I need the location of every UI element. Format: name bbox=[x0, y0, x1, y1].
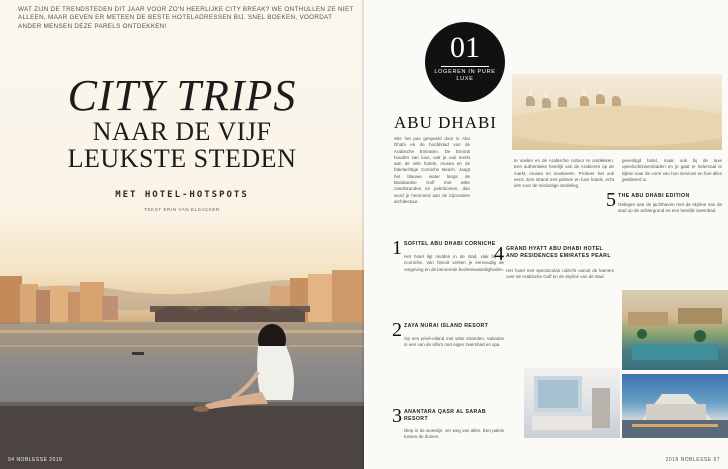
section-text: Het hotel ligt midden in de stad, vlak bij de Corniche. Van hieruit verken je eenvoudig de omgeving en de beroemde bezienswaardigheden. bbox=[404, 254, 504, 272]
desert-camels-photo bbox=[512, 74, 722, 150]
boat bbox=[132, 352, 144, 355]
body-column-2: te voelen en de Arabische cultuur te ontdekken. Een authentieke heerlijk van de Arabieren op de markt, musea en moskeeën. Probeer het ook eens. Een strand met palmen en luxe hotels, echt iets voor de reislustige stedeling. bbox=[514, 158, 614, 189]
camel bbox=[542, 98, 551, 108]
title-line-3: LEUKSTE STEDEN bbox=[67, 144, 297, 173]
section-number: 4 bbox=[494, 243, 504, 265]
dune bbox=[512, 106, 722, 146]
section-number: 1 bbox=[392, 237, 402, 259]
section-heading: GRAND HYATT ABU DHABI HOTEL AND RESIDENCES EMIRATES PEARL bbox=[506, 246, 611, 259]
title-line-2: NAAR DE VIJF bbox=[92, 117, 272, 146]
hotel-room-photo bbox=[524, 368, 620, 438]
page-folio: 94 NOBLESSE 2018 bbox=[8, 457, 63, 463]
rider bbox=[599, 89, 602, 94]
section-text: Diep in de woestijn, ver weg van alles. Een paleis tussen de duinen. bbox=[404, 428, 504, 440]
subtitle: MET HOTEL-HOTSPOTS bbox=[115, 190, 249, 200]
badge-label: LOGEREN IN PURE LUXE bbox=[434, 69, 496, 82]
intro-text: WAT ZIJN DE TRENDSTEDEN DIT JAAR VOOR ZO'N HEERLIJKE CITY BREAK? WE ONTHULLEN ZE NIET ALLEEN, MAAR GEVEN ER METEEN DE BESTE HOTELADRESSEN BIJ. SNEL BOEKEN, VOORDAT ANDER MENSEN DEZE PARELS ONTDEKKEN! bbox=[18, 6, 354, 30]
camel bbox=[526, 96, 535, 106]
rider bbox=[545, 93, 548, 98]
intro-body: Wie het pas gespeeld door in Abu Dhabi en de hoofdstad van de Arabische Emiraten. De Emirati houden van luxe, wat je ook merkt aan de vele hotels, musea en de fabelachtige Corniche Beach. Jaagt het blauwe water langs de Bastaardse Golf met witte zandstranden en palmbomen, dan word je herinnerd aan de bijzondere architectuur. bbox=[394, 136, 470, 204]
left-buildings bbox=[0, 276, 118, 324]
rider bbox=[529, 91, 532, 96]
camel bbox=[596, 94, 605, 104]
camel bbox=[558, 97, 567, 107]
credit: TEKST ERIN VAN ELSACKER bbox=[144, 207, 220, 212]
number-badge bbox=[425, 22, 505, 102]
section-number: 3 bbox=[392, 405, 402, 427]
hotel-exterior-photo bbox=[622, 374, 728, 438]
section-text: Het hotel met spectaculair uitzicht vanuit de kamers over de Arabische Golf en de skyline van de stad. bbox=[506, 268, 614, 280]
arno-river bbox=[0, 322, 364, 410]
section-number: 2 bbox=[392, 319, 402, 341]
camel bbox=[580, 96, 589, 106]
title-line-1: CITY TRIPS bbox=[67, 71, 297, 120]
right-page bbox=[364, 0, 728, 469]
section-heading: ANANTARA QASR AL SARAB RESORT bbox=[404, 409, 486, 422]
resort-photo bbox=[622, 290, 728, 370]
rider bbox=[583, 91, 586, 96]
city-heading: ABU DHABI bbox=[394, 113, 497, 132]
section-heading: ZAYA NURAI ISLAND RESORT bbox=[404, 323, 489, 329]
ponte-vecchio bbox=[150, 306, 310, 322]
page-folio: 2018 NOBLESSE 97 bbox=[665, 457, 720, 463]
section-number: 5 bbox=[606, 189, 616, 211]
badge-number: 01 bbox=[450, 31, 480, 64]
section-text: Op een privé-eiland met witte stranden. Vakantie in een van de villa's met eigen zwembad en spa. bbox=[404, 336, 504, 348]
section-text: Gelegen aan de jachthaven met de skyline van de stad op de achtergrond en een heerlijk zwembad. bbox=[618, 202, 722, 214]
section-heading: THE ABU DHABI EDITION bbox=[618, 193, 690, 199]
section-heading: SOFITEL ABU DHABI CORNICHE bbox=[404, 241, 496, 247]
camel bbox=[612, 96, 621, 106]
badge-divider bbox=[441, 66, 489, 67]
body-column-3: gevestigd hotel, maar ook bij de luxe openluchtzwembaden en je gaat er helemaal te kijken naar de vorm van hun services en hoe alles gestileerd is. bbox=[622, 158, 722, 182]
